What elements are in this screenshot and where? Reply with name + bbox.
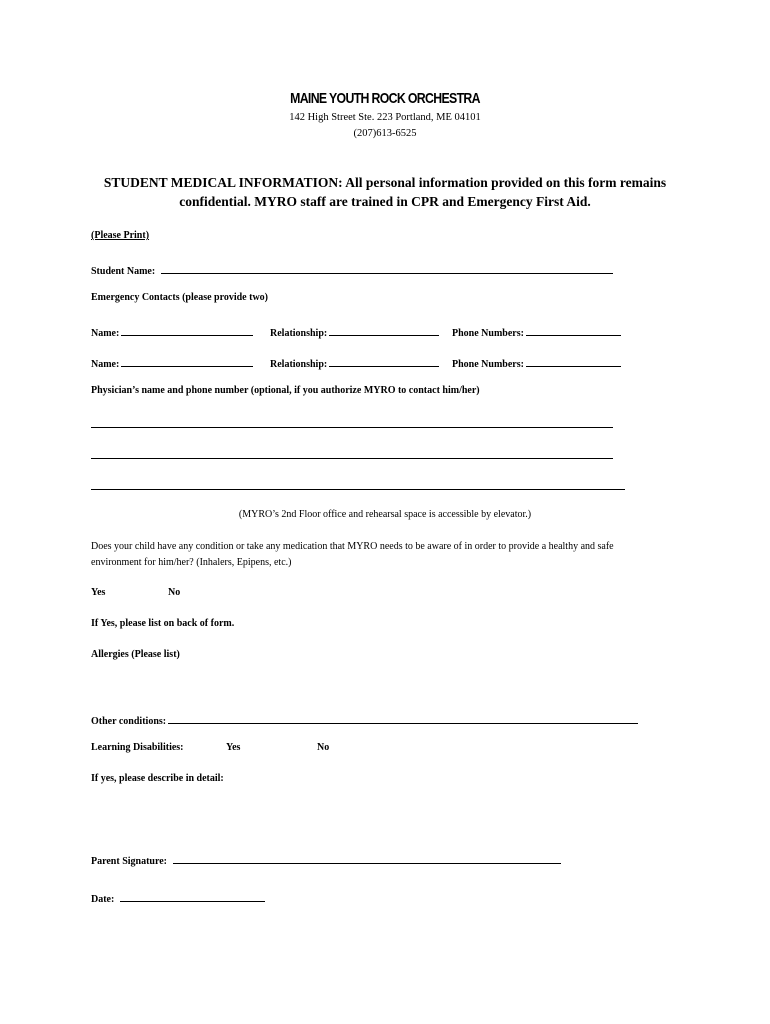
date-label: Date:: [91, 894, 115, 905]
contact-2-relationship-row: [270, 354, 439, 372]
other-conditions-row: [91, 711, 638, 729]
organization-name: MAINE YOUTH ROCK ORCHESTRA: [290, 90, 480, 107]
condition-question-line1: Does your child have any condition or take any medication that MYRO needs to be aware of in order to provide a healthy and safe: [91, 541, 614, 552]
physician-line-1[interactable]: [91, 427, 613, 428]
organization-phone: (207)613-6525: [353, 128, 417, 139]
physician-label: Physician’s name and phone number (optional, if you authorize MYRO to contact him/her): [91, 385, 480, 396]
emergency-contacts-label: Emergency Contacts (please provide two): [91, 292, 269, 303]
contact-2-name-field[interactable]: [121, 357, 253, 367]
student-name-field[interactable]: [161, 264, 613, 274]
contact-2-phone-field[interactable]: [526, 357, 621, 367]
learning-disabilities-no-option[interactable]: No: [317, 742, 330, 753]
physician-line-2[interactable]: [91, 458, 613, 459]
student-name-row: [91, 261, 613, 279]
contact-1-relationship-row: [270, 323, 439, 341]
if-yes-back-note: If Yes, please list on back of form.: [91, 618, 235, 629]
parent-signature-field[interactable]: [173, 854, 561, 864]
parent-signature-row: [91, 851, 561, 869]
elevator-note: (MYRO’s 2nd Floor office and rehearsal space is accessible by elevator.): [238, 509, 532, 520]
date-row: [91, 889, 265, 907]
contact-1-name-row: [91, 323, 253, 341]
please-print-note: (Please Print): [91, 230, 150, 241]
contact-1-phone-label: Phone Numbers:: [452, 328, 524, 339]
other-conditions-field[interactable]: [168, 714, 638, 724]
contact-1-phone-row: [452, 323, 621, 341]
condition-yes-option[interactable]: Yes: [91, 587, 106, 598]
condition-question-line2: environment for him/her? (Inhalers, Epipens, etc.): [91, 557, 292, 568]
contact-2-name-row: [91, 354, 253, 372]
date-field[interactable]: [120, 892, 265, 902]
contact-2-name-label: Name:: [91, 359, 120, 370]
learning-disabilities-label: Learning Disabilities:: [91, 742, 184, 753]
student-name-label: Student Name:: [91, 266, 156, 277]
contact-1-relationship-field[interactable]: [329, 326, 439, 336]
physician-line-3[interactable]: [91, 489, 625, 490]
contact-2-phone-row: [452, 354, 621, 372]
if-yes-describe-label: If yes, please describe in detail:: [91, 773, 224, 784]
condition-no-option[interactable]: No: [168, 587, 181, 598]
parent-signature-label: Parent Signature:: [91, 856, 168, 867]
contact-2-relationship-field[interactable]: [329, 357, 439, 367]
form-heading: STUDENT MEDICAL INFORMATION: All personal information provided on this form remains confidential. MYRO staff are trained in CPR and Emergency First Aid.: [103, 175, 667, 209]
contact-1-name-label: Name:: [91, 328, 120, 339]
contact-1-relationship-label: Relationship:: [270, 328, 328, 339]
allergies-label: Allergies (Please list): [91, 649, 180, 660]
organization-address: 142 High Street Ste. 223 Portland, ME 04101: [289, 112, 481, 123]
contact-1-phone-field[interactable]: [526, 326, 621, 336]
contact-2-relationship-label: Relationship:: [270, 359, 328, 370]
other-conditions-label: Other conditions:: [91, 716, 167, 727]
learning-disabilities-yes-option[interactable]: Yes: [226, 742, 241, 753]
contact-1-name-field[interactable]: [121, 326, 253, 336]
contact-2-phone-label: Phone Numbers:: [452, 359, 524, 370]
